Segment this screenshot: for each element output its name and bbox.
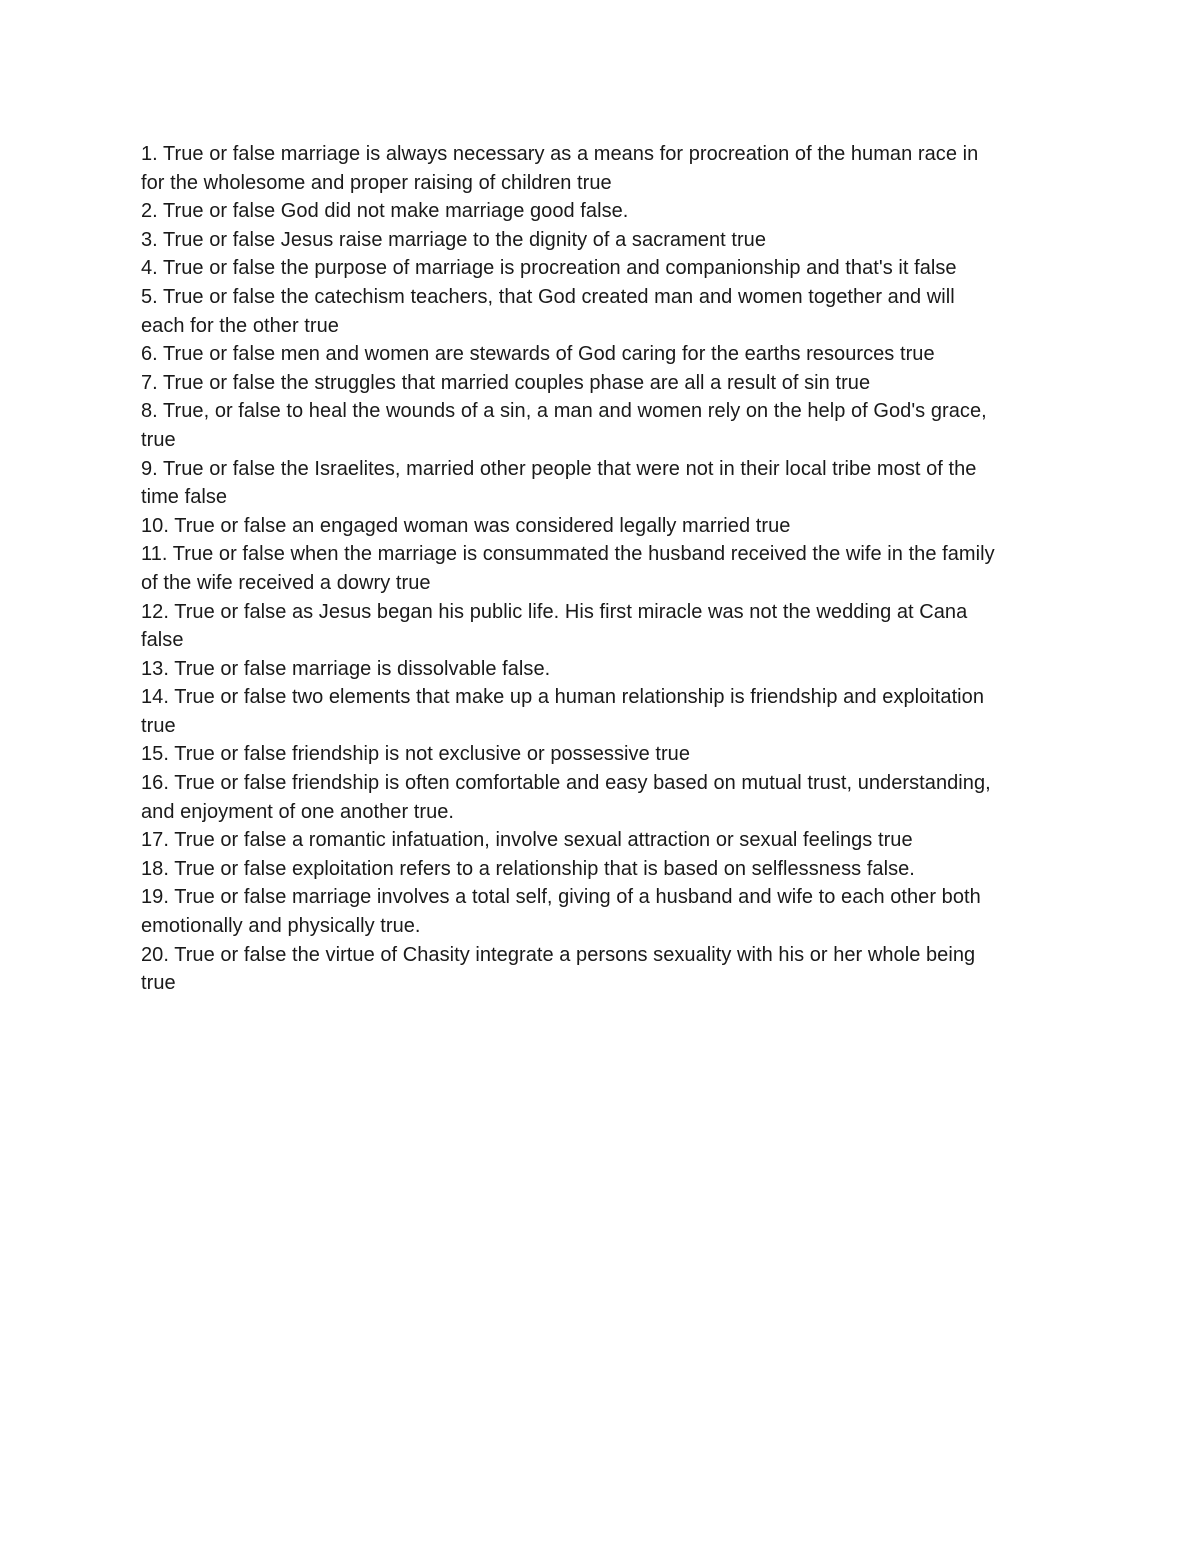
text-line: 20. True or false the virtue of Chasity integrate a persons sexuality with his or her whole being xyxy=(141,943,976,966)
text-line: true xyxy=(141,972,176,995)
text-line: of the wife received a dowry true xyxy=(141,571,431,594)
text-line: 4. True or false the purpose of marriage is procreation and companionship and that's it false xyxy=(141,257,957,280)
text-line: false xyxy=(141,629,184,652)
text-line: 2. True or false God did not make marriage good false. xyxy=(141,200,629,223)
text-line: 1. True or false marriage is always necessary as a means for procreation of the human race in xyxy=(141,143,979,165)
text-line: each for the other true xyxy=(141,314,339,337)
text-line: 16. True or false friendship is often comfortable and easy based on mutual trust, understanding, xyxy=(141,772,991,795)
text-line: true xyxy=(141,428,176,451)
text-line: time false xyxy=(141,486,228,509)
text-line: 18. True or false exploitation refers to a relationship that is based on selflessness false. xyxy=(141,857,915,880)
text-line: for the wholesome and proper raising of children true xyxy=(141,171,612,194)
text-line: 3. True or false Jesus raise marriage to the dignity of a sacrament true xyxy=(141,228,767,251)
text-line: true xyxy=(141,714,176,737)
text-line: 14. True or false two elements that make up a human relationship is friendship and exploitation xyxy=(141,686,985,709)
text-line: 19. True or false marriage involves a total self, giving of a husband and wife to each other both xyxy=(141,886,981,909)
text-line: and enjoyment of one another true. xyxy=(141,800,455,823)
text-line: 11. True or false when the marriage is consummated the husband received the wife in the family xyxy=(141,543,995,566)
text-line: 9. True or false the Israelites, married other people that were not in their local tribe most of the xyxy=(141,457,977,480)
text-line: 17. True or false a romantic infatuation, involve sexual attraction or sexual feelings true xyxy=(141,829,913,852)
text-line: 13. True or false marriage is dissolvable false. xyxy=(141,657,551,680)
text-line: 10. True or false an engaged woman was considered legally married true xyxy=(141,514,791,537)
document-body xyxy=(141,140,1071,998)
text-line: 7. True or false the struggles that married couples phase are all a result of sin true xyxy=(141,371,871,394)
text-line: emotionally and physically true. xyxy=(141,915,421,938)
text-line: 8. True, or false to heal the wounds of a sin, a man and women rely on the help of God's grace, xyxy=(141,400,987,423)
text-line: 12. True or false as Jesus began his public life. His first miracle was not the wedding at Cana xyxy=(141,600,968,623)
text-line: 5. True or false the catechism teachers, that God created man and women together and will xyxy=(141,285,955,308)
text-line: 15. True or false friendship is not exclusive or possessive true xyxy=(141,743,691,766)
text-line: 6. True or false men and women are stewards of God caring for the earths resources true xyxy=(141,343,935,366)
